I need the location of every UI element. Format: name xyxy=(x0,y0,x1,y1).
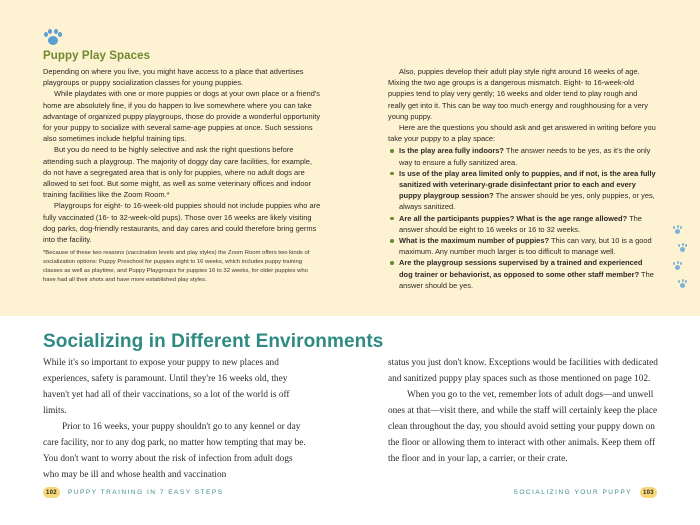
sidebar-paragraph: Depending on where you live, you might have access to a place that advertises playgroups or puppy socialization classes for young puppies. xyxy=(43,67,304,88)
list-item: Are the playgroup sessions supervised by a trained and experienced dog trainer or behaviorist, as opposed to some other staff member? The answer should be yes. xyxy=(388,257,657,291)
paw-print-icon xyxy=(44,29,62,47)
body-paragraph: Prior to 16 weeks, your puppy shouldn't go to any kennel or day care facility, nor to any dog park, no matter how tempting that may be. You don't want to worry about the risk of infection from adult dogs who may be ill and whose health and vaccination xyxy=(43,422,306,480)
body-left-column xyxy=(43,355,308,483)
sidebar-left-column xyxy=(43,66,321,245)
running-head: PUPPY TRAINING IN 7 EASY STEPS xyxy=(68,489,224,496)
sidebar-paragraph: Also, puppies develop their adult play style right around 16 weeks of age. Mixing the two age groups is a dangerous mismatch. Eight- to 16-week-old puppies tend to play very gently; 16 weeks and older tend to play rough and really get into it. This can be way too much energy and roughhousing for a very young puppy. xyxy=(388,67,648,121)
list-item: Is the play area fully indoors? The answer needs to be yes, as it's the only way to ensure a fully sanitized area. xyxy=(388,145,657,167)
page-number: 103 xyxy=(640,487,657,498)
body-paragraph: status you just don't know. Exceptions would be facilities with dedicated and sanitized puppy play spaces such as those mentioned on page 102. xyxy=(388,358,658,384)
running-head: SOCIALIZING YOUR PUPPY xyxy=(513,489,632,496)
page-number: 102 xyxy=(43,487,60,498)
sidebar-right-column xyxy=(388,66,657,291)
section-title: Socializing in Different Environments xyxy=(43,331,384,352)
sidebar-paragraph: While playdates with one or more puppies or dogs at your own place or a friend's home are absolutely fine, if you do happen to live somewhere where you can take advantage of organized puppy playgroups, those do provide a wonderful opportunity for your puppy to socialize with several same-age puppies at once. Such sessions also sometimes include helpful training tips. xyxy=(43,89,321,144)
body-right-column xyxy=(388,355,658,467)
list-item: What is the maximum number of puppies? This can vary, but 10 is a good maximum. Any number much larger is too difficult to manage well. xyxy=(388,235,657,257)
paw-print-icon xyxy=(673,225,682,234)
paw-print-icon xyxy=(673,261,682,270)
footer-left xyxy=(43,487,224,498)
sidebar-title: Puppy Play Spaces xyxy=(43,50,151,62)
body-paragraph: While it's so important to expose your puppy to new places and experiences, safety is paramount. Until they're 16 weeks old, they haven't yet had all of their vaccinations, so a lot of the world is off limits. xyxy=(43,358,290,416)
footnote: *Because of these two reasons (vaccination levels and play styles) the Zoom Room offers two kinds of socialization options: Puppy Preschool for puppies eight to 16 weeks, which includes puppy training classes as well as playtime, and Puppy Playgroups for puppies 16 to 32 weeks, for older puppies who have had all their shots and have more established play styles. xyxy=(43,250,310,283)
sidebar-paragraph: Here are the questions you should ask and get answered in writing before you take your puppy to a play space: xyxy=(388,123,656,144)
sidebar-paragraph: Playgroups for eight- to 16-week-old puppies should not include puppies who are fully vaccinated (16- to 32-week-old pups). Those over 16 weeks are likely visiting dog parks, dog-friendly restaurants, and day cares and could therefore bring germs into the facility. xyxy=(43,201,321,245)
body-paragraph: When you go to the vet, remember lots of adult dogs—and unwell ones at that—visit there, and while the staff will certainly keep the place clean throughout the day, you should avoid setting your puppy down on the floor or allowing them to interact with other animals. Keep them off the floor and in your lap, a carrier, or their crate. xyxy=(388,390,658,464)
list-item: Is use of the play area limited only to puppies, and if not, is the area fully sanitized with veterinary-grade disinfectant prior to each and every puppy playgroup session? The answer should be yes, only puppies, or yes, always sanitized. xyxy=(388,168,657,213)
paw-print-icon xyxy=(678,279,687,288)
sidebar-paragraph: But you do need to be highly selective and ask the right questions before attending such a playgroup. The majority of doggy day care facilities, for example, do not have a segregated area that is only for puppies, where no adult dogs are allowed to set foot. But some might, as well as some veterinary offices and indoor training facilities like the Zoom Room.* xyxy=(43,145,312,200)
question-list xyxy=(388,145,657,291)
list-item: Are all the participants puppies? What is the age range allowed? The answer should be eight to 16 weeks or 16 to 32 weeks. xyxy=(388,213,657,235)
footer-right xyxy=(514,487,657,498)
paw-print-icon xyxy=(678,243,687,252)
